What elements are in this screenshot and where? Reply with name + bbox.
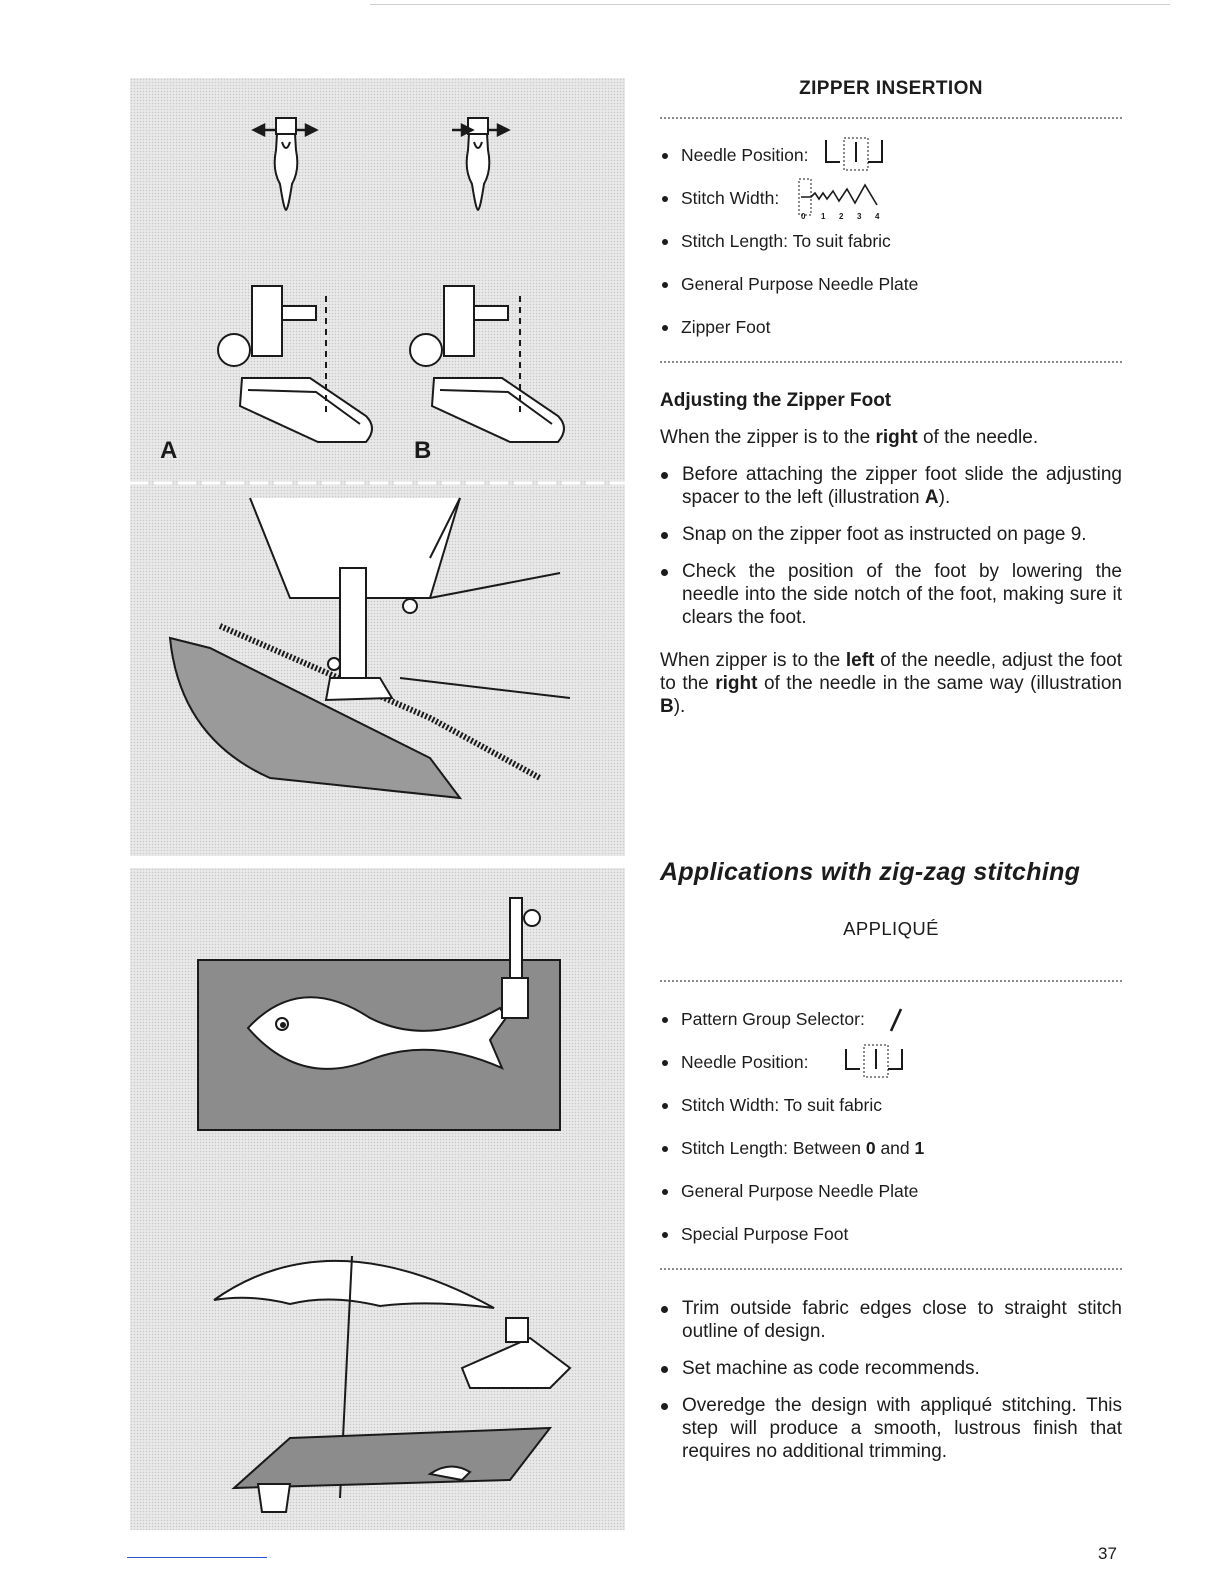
bullet-icon bbox=[662, 153, 668, 159]
svg-text:1: 1 bbox=[821, 211, 826, 221]
zipper-setting-stitch-width: Stitch Width: 0 1 2 3 4 bbox=[660, 177, 1122, 220]
bullet-icon bbox=[662, 282, 668, 288]
bullet-icon bbox=[662, 196, 668, 202]
applique-settings bbox=[660, 998, 1122, 1256]
zipper-top-rule bbox=[660, 117, 1122, 119]
applique-setting-stitch-length: Stitch Length: Between 0 and 1 bbox=[660, 1127, 1122, 1170]
applique-setting-stitch-width: Stitch Width: To suit fabric bbox=[660, 1084, 1122, 1127]
bullet-icon bbox=[662, 325, 668, 331]
bullet-icon bbox=[662, 1103, 668, 1109]
applique-setting-foot: Special Purpose Foot bbox=[660, 1213, 1122, 1256]
bullet-icon bbox=[662, 1189, 668, 1195]
applique-header bbox=[660, 918, 1122, 940]
label-b: B bbox=[414, 437, 432, 464]
applique-steps bbox=[660, 1297, 1122, 1463]
svg-text:4: 4 bbox=[875, 211, 880, 221]
applique-setting-pattern-group: Pattern Group Selector: bbox=[660, 998, 1122, 1041]
applique-setting-needle-position: Needle Position: bbox=[660, 1041, 1122, 1084]
zipper-setting-needle-plate: General Purpose Needle Plate bbox=[660, 263, 1122, 306]
label-a: A bbox=[160, 437, 178, 464]
stitch-width-icon bbox=[787, 177, 907, 221]
adjusting-intro: When the zipper is to the right of the needle. bbox=[660, 427, 1039, 448]
applique-bottom-rule bbox=[660, 1268, 1122, 1270]
applique-steps-section bbox=[660, 1297, 1122, 1477]
footer-link-rule bbox=[127, 1557, 267, 1558]
zipper-foot-illustration bbox=[130, 78, 625, 856]
adjusting-section bbox=[660, 390, 1122, 718]
applique-illustration-panel bbox=[130, 868, 625, 1530]
adjusting-closing: When zipper is to the left of the needle, adjust the foot to the right of the needle in the same way (illustration B). bbox=[660, 650, 1123, 717]
needle-position-icon bbox=[816, 136, 896, 176]
zipper-settings bbox=[660, 134, 1122, 349]
bullet-icon bbox=[662, 1060, 668, 1066]
sandcastle-icon bbox=[462, 1338, 570, 1388]
zipper-bottom-rule bbox=[660, 361, 1122, 363]
needle-position-icon bbox=[816, 1043, 916, 1083]
zipper-title: ZIPPER INSERTION bbox=[799, 78, 983, 99]
svg-text:0: 0 bbox=[801, 211, 806, 221]
list-item: Snap on the zipper foot as instructed on page 9. bbox=[660, 523, 1122, 546]
svg-text:2: 2 bbox=[839, 211, 844, 221]
adjusting-steps bbox=[660, 463, 1122, 629]
list-item: Before attaching the zipper foot slide the adjusting spacer to the left (illustration A). bbox=[660, 463, 1122, 509]
zipper-setting-foot: Zipper Foot bbox=[660, 306, 1122, 349]
applique-title: APPLIQUÉ bbox=[843, 918, 939, 939]
applique-top-rule bbox=[660, 980, 1122, 982]
applique-setting-needle-plate: General Purpose Needle Plate bbox=[660, 1170, 1122, 1213]
bullet-icon bbox=[662, 1017, 668, 1023]
list-item: Check the position of the foot by lowering the needle into the side notch of the foot, making sure it clears the foot. bbox=[660, 560, 1122, 629]
list-item: Overedge the design with appliqué stitching. This step will produce a smooth, lustrous finish that requires no additional trimming. bbox=[660, 1394, 1122, 1463]
list-item: Trim outside fabric edges close to straight stitch outline of design. bbox=[660, 1297, 1122, 1343]
top-rule bbox=[370, 4, 1170, 5]
adjusting-heading: Adjusting the Zipper Foot bbox=[660, 390, 892, 411]
zipper-section bbox=[660, 78, 1122, 100]
bullet-icon bbox=[662, 1146, 668, 1152]
bullet-icon bbox=[662, 1232, 668, 1238]
zipper-setting-needle-position: Needle Position: bbox=[660, 134, 1122, 177]
list-item: Set machine as code recommends. bbox=[660, 1357, 1122, 1380]
umbrella-icon bbox=[214, 1261, 494, 1308]
bullet-icon bbox=[662, 239, 668, 245]
zipper-illustration-panel bbox=[130, 78, 625, 856]
applique-illustration bbox=[130, 868, 625, 1530]
zipper-setting-stitch-length: Stitch Length: To suit fabric bbox=[660, 220, 1122, 263]
applications-title: Applications with zig-zag stitching bbox=[660, 858, 1081, 886]
svg-text:3: 3 bbox=[857, 211, 862, 221]
slash-icon bbox=[873, 1005, 913, 1035]
page-number: 37 bbox=[1098, 1544, 1117, 1563]
